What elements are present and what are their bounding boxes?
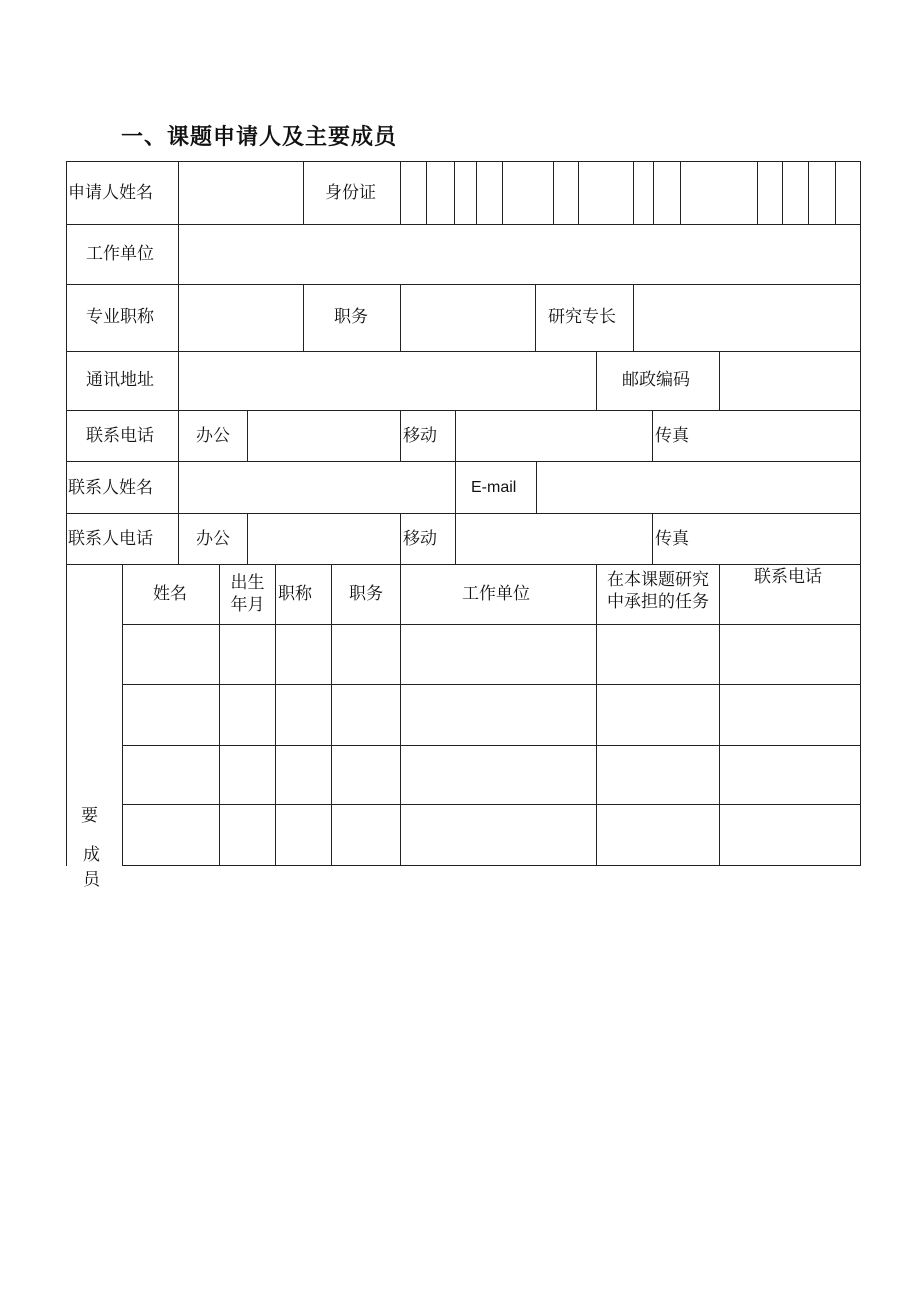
label-mobile: 移动 xyxy=(403,426,437,446)
professional-title-field[interactable] xyxy=(179,285,302,350)
member-row[interactable] xyxy=(123,805,859,864)
member-header-task xyxy=(597,566,719,616)
member-header-task-line1: 在本课题研究 xyxy=(607,570,709,590)
members-side-label-3: 员 xyxy=(83,870,100,890)
members-side-label-1: 要 xyxy=(81,806,98,826)
member-header-work-unit: 工作单位 xyxy=(462,584,530,604)
address-field[interactable] xyxy=(179,352,595,409)
position-field[interactable] xyxy=(401,285,534,350)
rule xyxy=(66,564,861,565)
label-professional-title: 专业职称 xyxy=(86,307,154,327)
members-side-label-2: 成 xyxy=(83,845,100,865)
contact-name-field[interactable] xyxy=(179,462,454,512)
contact-mobile-phone-field[interactable] xyxy=(456,514,651,563)
label-email: E-mail xyxy=(471,479,517,496)
rule xyxy=(178,410,179,461)
label-work-unit: 工作单位 xyxy=(86,244,154,264)
rule xyxy=(652,410,653,461)
rule xyxy=(303,161,304,224)
label-position: 职务 xyxy=(334,307,368,327)
label-address: 通讯地址 xyxy=(86,370,154,390)
member-header-position: 职务 xyxy=(349,584,383,604)
contact-fax-field[interactable] xyxy=(696,514,859,563)
member-header-birth-line1: 出生 xyxy=(230,573,265,593)
rule xyxy=(400,410,401,461)
fax-field[interactable] xyxy=(696,411,859,460)
label-contact-person-phone: 联系人电话 xyxy=(68,529,153,549)
rule xyxy=(860,161,861,866)
member-header-task-line2: 中承担的任务 xyxy=(607,592,709,612)
rule xyxy=(535,284,536,351)
rule xyxy=(66,161,67,866)
id-card-digits-field[interactable] xyxy=(401,162,859,223)
rule xyxy=(596,351,597,410)
postal-code-field[interactable] xyxy=(720,352,859,409)
label-research-specialty: 研究专长 xyxy=(548,307,616,327)
rule xyxy=(303,284,304,351)
label-fax: 传真 xyxy=(655,426,689,446)
label-mobile-2: 移动 xyxy=(403,529,437,549)
member-row[interactable] xyxy=(123,746,859,803)
member-row[interactable] xyxy=(123,625,859,684)
rule xyxy=(455,461,456,513)
label-postal-code: 邮政编码 xyxy=(622,370,690,390)
applicant-name-field[interactable] xyxy=(179,162,302,223)
member-header-birth xyxy=(220,566,275,622)
member-header-title: 职称 xyxy=(278,584,312,604)
section-title: 一、课题申请人及主要成员 xyxy=(121,125,398,150)
office-phone-field[interactable] xyxy=(248,411,399,460)
contact-office-phone-field[interactable] xyxy=(248,514,399,563)
label-office: 办公 xyxy=(196,426,230,446)
label-fax-2: 传真 xyxy=(655,529,689,549)
label-contact-name: 联系人姓名 xyxy=(68,478,153,498)
email-field[interactable] xyxy=(537,462,859,512)
label-contact-phone: 联系电话 xyxy=(86,426,154,446)
work-unit-field[interactable] xyxy=(179,225,859,283)
rule xyxy=(122,865,861,866)
rule xyxy=(178,513,179,564)
rule xyxy=(400,513,401,564)
research-specialty-field[interactable] xyxy=(634,285,859,350)
rule xyxy=(652,513,653,564)
member-header-birth-line2: 年月 xyxy=(230,595,265,615)
member-header-name: 姓名 xyxy=(153,584,187,604)
label-applicant-name: 申请人姓名 xyxy=(68,183,153,203)
mobile-phone-field[interactable] xyxy=(456,411,651,460)
label-id-card: 身份证 xyxy=(325,183,376,203)
member-row[interactable] xyxy=(123,685,859,744)
member-header-phone: 联系电话 xyxy=(754,567,822,587)
label-office-2: 办公 xyxy=(196,529,230,549)
